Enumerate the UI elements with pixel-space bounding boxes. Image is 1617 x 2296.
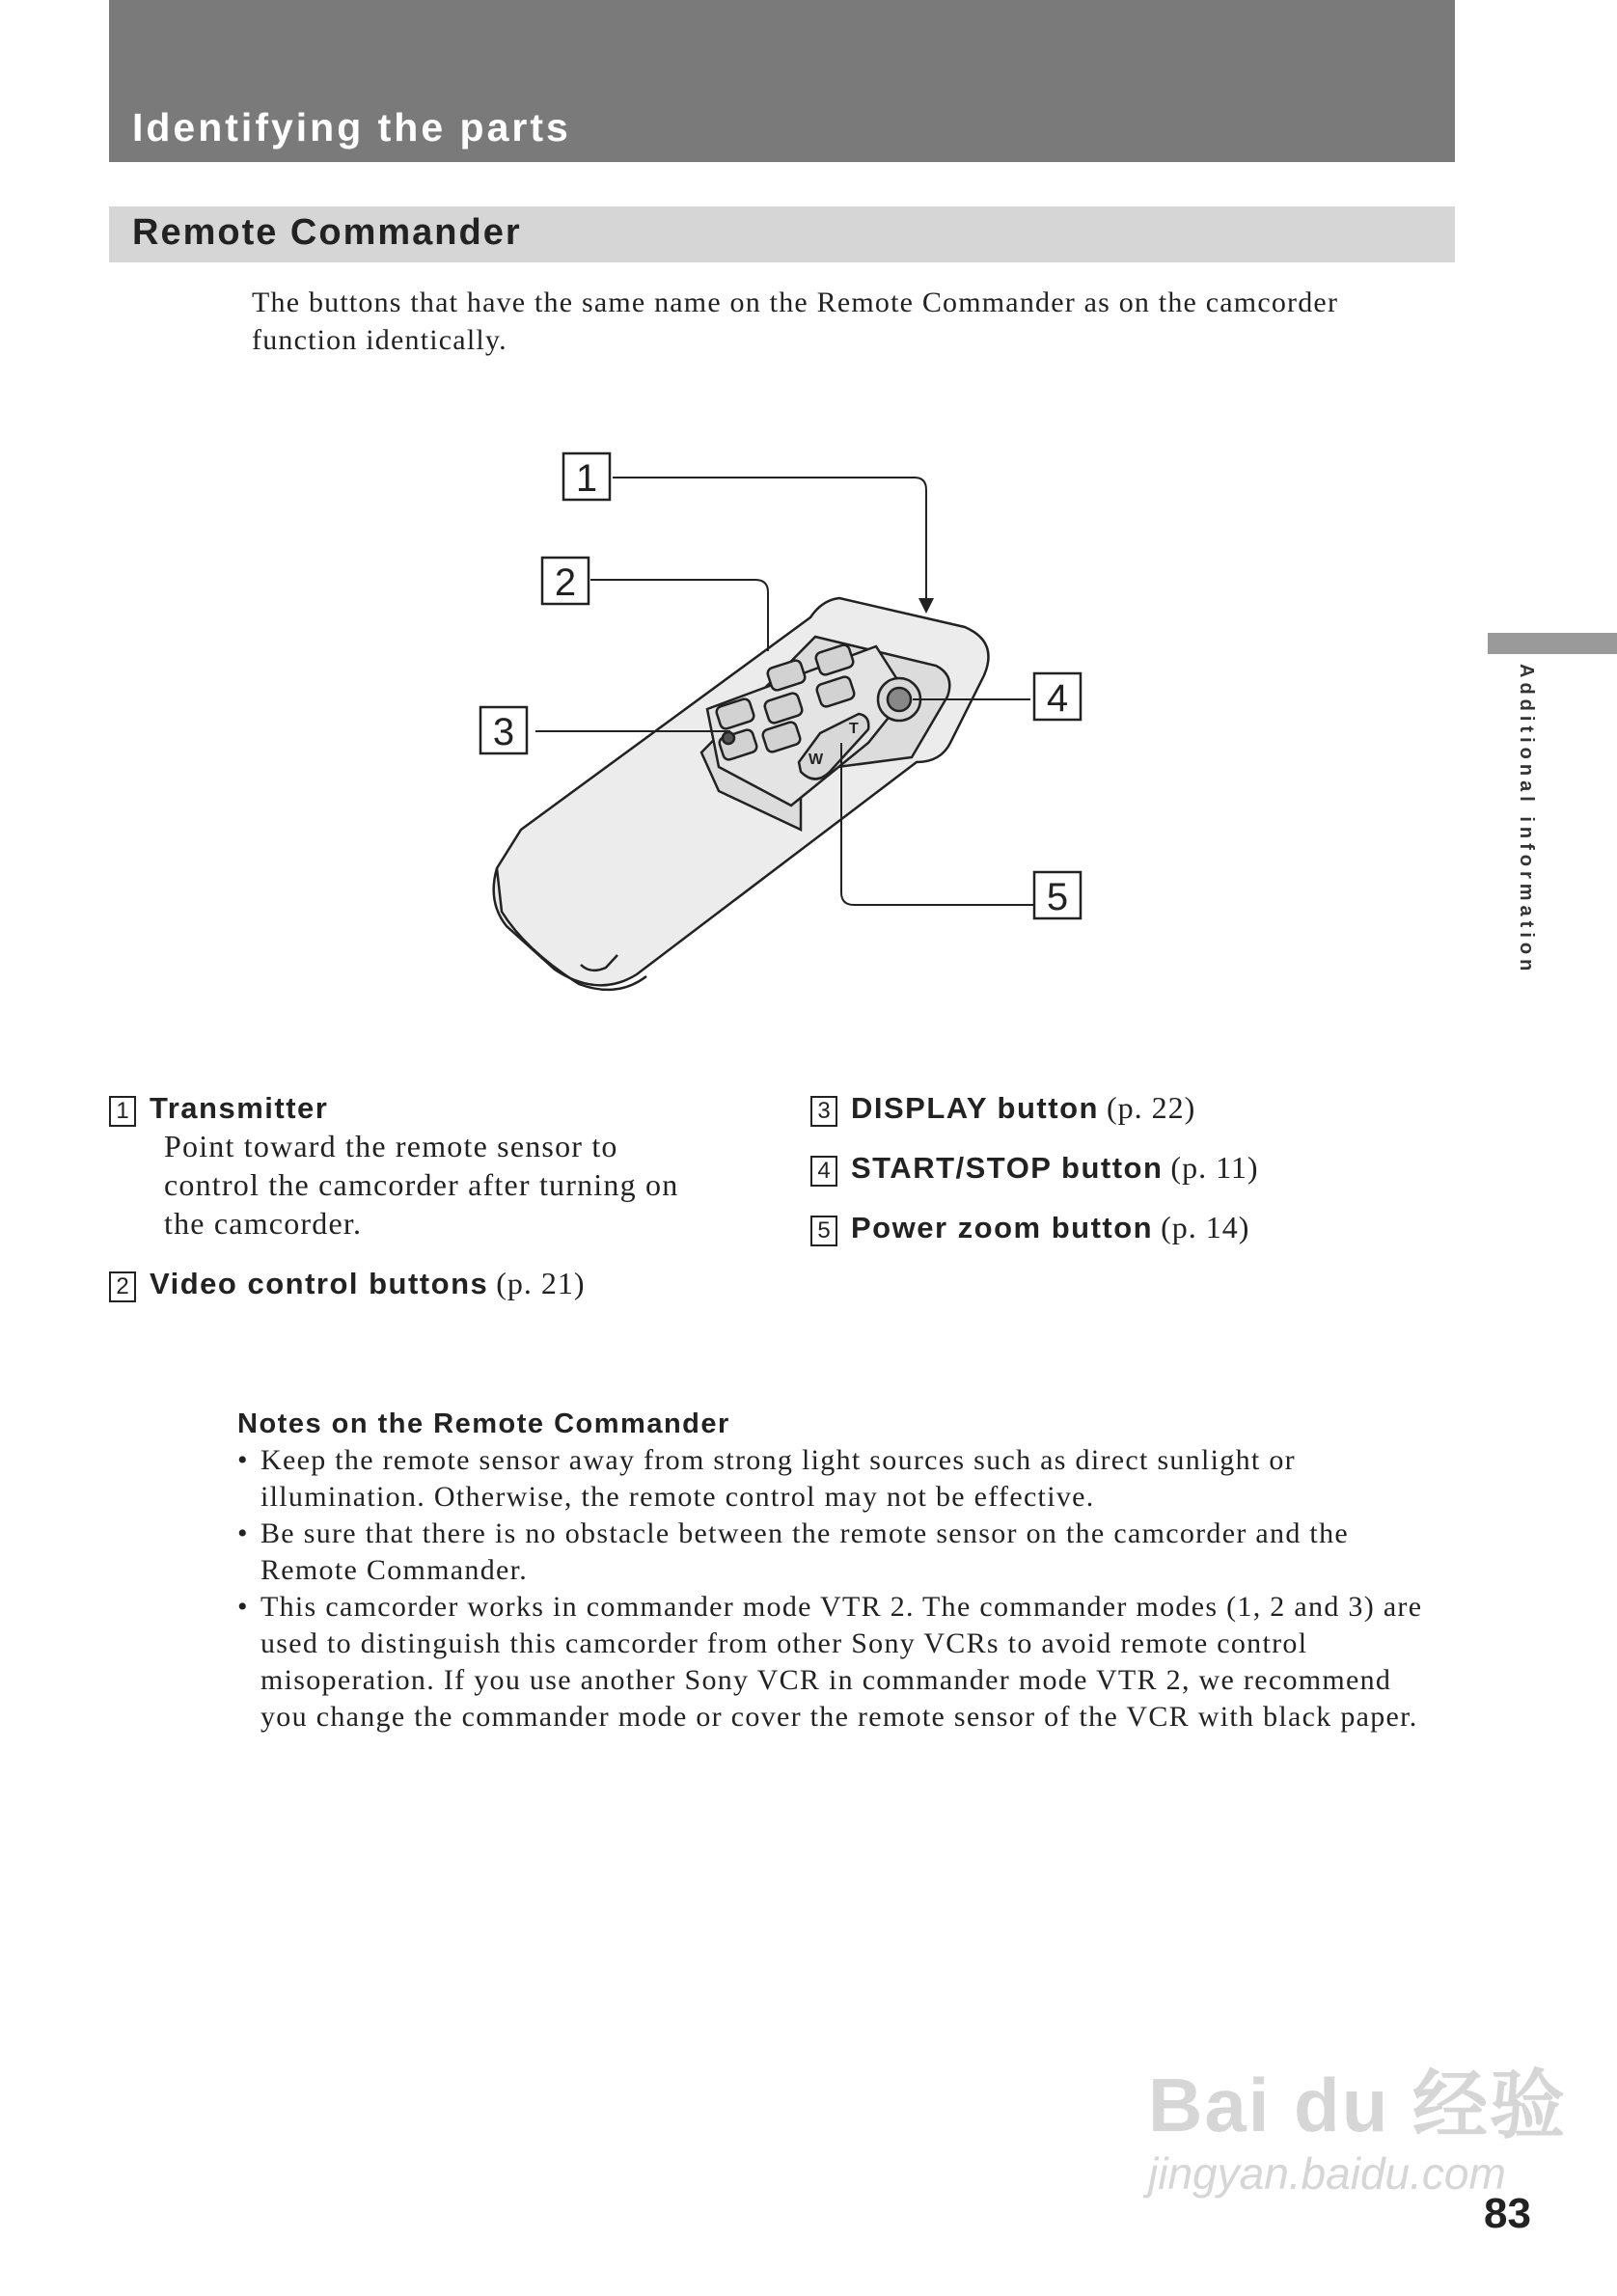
legend-term: Transmitter	[150, 1091, 329, 1125]
side-label: Additional information	[1516, 664, 1537, 976]
callout-4: 4	[1046, 677, 1069, 720]
legend-item-transmitter	[109, 1088, 328, 1128]
callout-2: 2	[554, 561, 577, 604]
legend-term: Power zoom button	[851, 1211, 1154, 1244]
callout-1: 1	[575, 457, 598, 500]
legend-term: START/STOP button	[851, 1151, 1164, 1185]
intro-paragraph: The buttons that have the same name on the Remote Commander as on the camcorder function identically.	[252, 287, 1339, 356]
legend-num: 2	[109, 1271, 136, 1302]
note-item: • Be sure that there is no obstacle between the remote sensor on the camcorder and the Remote Commander.	[237, 1516, 1443, 1589]
legend-desc-line: control the camcorder after turning on	[164, 1167, 679, 1202]
notes-title: Notes on the Remote Commander	[237, 1408, 730, 1439]
legend-ref: (p. 21)	[496, 1266, 586, 1300]
legend-num: 1	[109, 1096, 136, 1127]
note-item: • Keep the remote sensor away from strong light sources such as direct sunlight or illumination. Otherwise, the remote control may not be effective.	[237, 1442, 1443, 1516]
section-title: Remote Commander	[132, 212, 522, 253]
callout-5: 5	[1046, 876, 1069, 918]
notes-section	[237, 1408, 1443, 1736]
legend-item-start-stop	[810, 1148, 1259, 1188]
legend-num: 5	[810, 1216, 837, 1246]
legend-num: 3	[810, 1096, 837, 1127]
legend-term: DISPLAY button	[851, 1091, 1099, 1125]
page-number: 83	[1484, 2190, 1531, 2237]
zoom-t-label: T	[849, 721, 859, 737]
legend-ref: (p. 14)	[1161, 1210, 1250, 1244]
transmitter-arrow	[918, 598, 934, 614]
legend-desc-line: Point toward the remote sensor to	[164, 1129, 618, 1163]
legend-num: 4	[810, 1156, 837, 1187]
legend-term: Video control buttons	[150, 1267, 489, 1300]
zoom-w-label: W	[808, 752, 824, 768]
watermark-main: Bai du 经验	[1148, 2063, 1568, 2147]
legend-item-power-zoom	[810, 1208, 1249, 1247]
remote-commander-diagram	[0, 0, 1617, 1061]
legend-ref: (p. 22)	[1106, 1090, 1196, 1125]
legend-item-display	[810, 1088, 1195, 1128]
legend-desc-line: the camcorder.	[164, 1206, 363, 1241]
remote-body	[494, 598, 989, 990]
watermark-sub: jingyan.baidu.com	[1148, 2148, 1506, 2199]
legend-item-video-control	[109, 1264, 586, 1303]
legend-desc-transmitter	[164, 1127, 743, 1243]
callout-3: 3	[492, 711, 515, 753]
page-title: Identifying the parts	[132, 105, 571, 150]
legend-ref: (p. 11)	[1170, 1150, 1259, 1185]
note-item: • This camcorder works in commander mode VTR 2. The commander modes (1, 2 and 3) are used to distinguish this camcorder from other Sony VCRs to avoid remote control misoperation. If you use another Sony VCR in commander mode VTR 2, we recommend you change the commander mode or cover the remote sensor of the VCR with black paper.	[237, 1589, 1443, 1736]
baidu-watermark	[1148, 2045, 1567, 2200]
